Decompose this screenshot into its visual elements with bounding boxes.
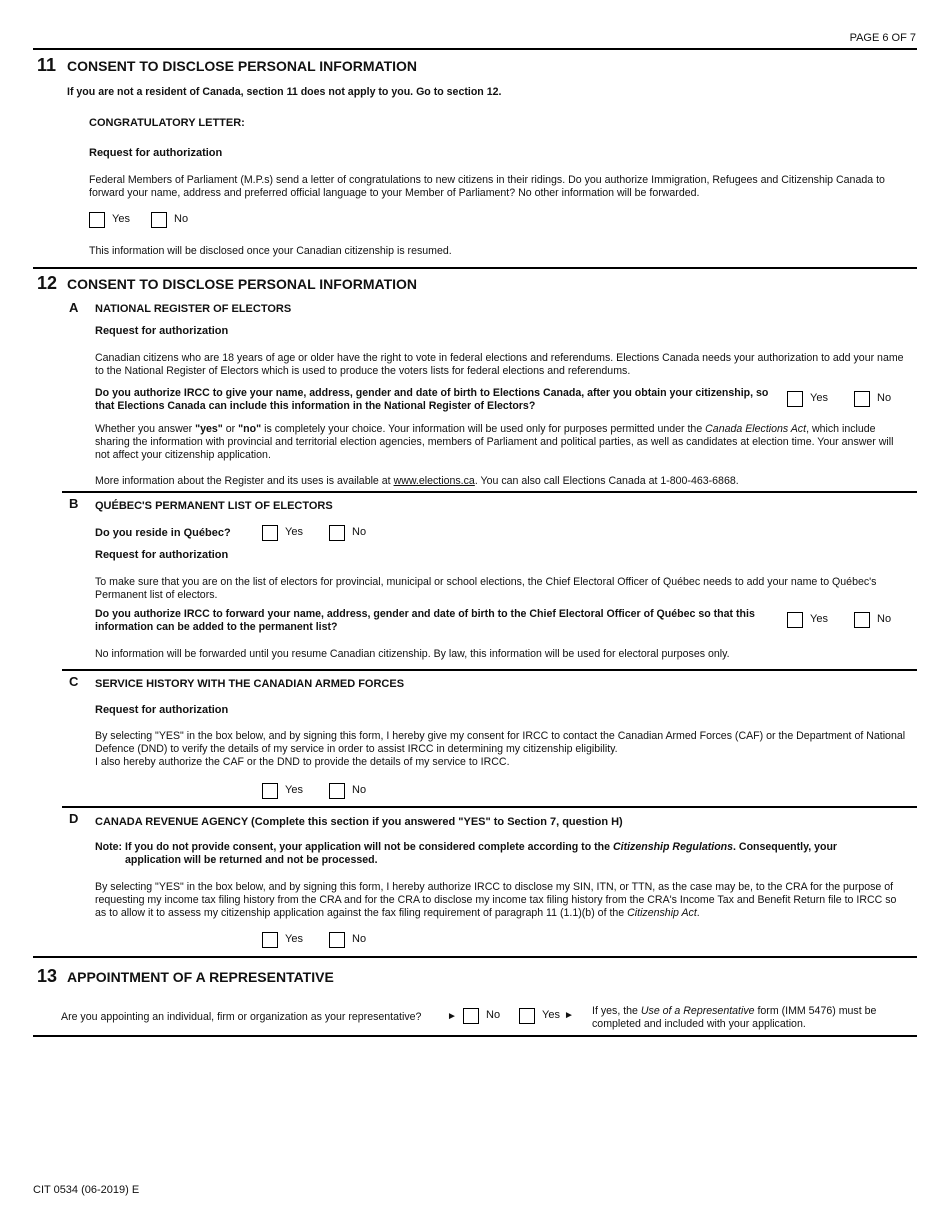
text-span: If yes, the (592, 1005, 641, 1017)
checkbox-box[interactable] (463, 1008, 479, 1024)
text-span: Citizenship Act (627, 907, 697, 919)
subsection-c-title: SERVICE HISTORY WITH THE CANADIAN ARMED FORCES (95, 678, 405, 690)
checkbox-box[interactable] (262, 932, 278, 948)
checkbox-box[interactable] (329, 783, 345, 799)
text-span: , which include sharing the information with provincial and territorial election agencies, members of Parliament and political parties, as well as candidates at election time. Your answer will not affect your citizenship application. (95, 423, 894, 461)
text-span: "yes" (195, 423, 223, 435)
subsection-b-question: Do you authorize IRCC to forward your name, address, gender and date of birth to the Chief Electoral Officer of Québec so that this information can be added to the permanent list? (95, 608, 755, 633)
text-span: . Consequently, your application will be returned and not be processed. (125, 841, 838, 866)
text-span: Use of a Representative (640, 1005, 755, 1017)
checkbox-box[interactable] (151, 212, 167, 228)
checkbox-box[interactable] (262, 525, 278, 541)
form-code: CIT 0534 (06-2019) E (33, 1184, 140, 1196)
page-label: PAGE 6 OF 7 (849, 32, 916, 44)
section-12-number: 12 (37, 273, 58, 293)
subsection-c-letter: C (69, 674, 79, 689)
section-11-title: CONSENT TO DISCLOSE PERSONAL INFORMATION (67, 58, 418, 74)
subsection-a-request: Request for authorization (95, 325, 229, 337)
subsection-b-letter: B (69, 496, 79, 511)
subsection-a-body: Canadian citizens who are 18 years of age or older have the right to vote in federal elections and referendums. Elections Canada needs your authorization to add your name to the National Register of Electors which is used to produce the voters lists for federal elections and referendums. (95, 352, 904, 377)
subsection-b-no-checkbox[interactable] (854, 612, 891, 628)
checkbox-label: No (174, 213, 189, 226)
checkbox-box[interactable] (854, 612, 870, 628)
text-span: Canada Elections Act (705, 423, 807, 435)
checkbox-box[interactable] (89, 212, 105, 228)
subsection-a-more-info (95, 475, 739, 488)
subsection-a-no-checkbox[interactable] (854, 391, 891, 407)
checkbox-box[interactable] (787, 612, 803, 628)
checkbox-box[interactable] (787, 391, 803, 407)
subsection-a-whether (95, 423, 907, 462)
section-12-title: CONSENT TO DISCLOSE PERSONAL INFORMATION (67, 276, 418, 292)
checkbox-box[interactable] (329, 932, 345, 948)
section-13-title: APPOINTMENT OF A REPRESENTATIVE (67, 969, 334, 985)
subsection-b-note: No information will be forwarded until you resume Canadian citizenship. By law, this information will be used for electoral purposes only. (95, 648, 730, 660)
checkbox-label: No (352, 526, 367, 539)
checkbox-label: No (352, 784, 367, 797)
text-span: or (222, 423, 239, 435)
checkbox-label: Yes (112, 213, 130, 226)
section-11-number: 11 (37, 55, 57, 75)
section-11-yes-checkbox[interactable] (89, 212, 130, 228)
checkbox-box[interactable] (262, 783, 278, 799)
text-span: More information about the Register and its uses is available at (95, 475, 394, 487)
section-11-request: Request for authorization (89, 147, 223, 159)
divider (33, 48, 917, 50)
section-11-no-checkbox[interactable] (151, 212, 188, 228)
text-span: is completely your choice. Your information will be used only for purposes permitted under the (261, 423, 706, 435)
checkbox-box[interactable] (329, 525, 345, 541)
text-span: Note: If you do not provide consent, your application will not be considered complete according to the (95, 841, 613, 853)
text-span: form (IMM 5476) must be completed and included with your application. (592, 1005, 877, 1030)
checkbox-label: Yes (285, 784, 303, 797)
text-span: "no" (238, 423, 262, 435)
checkbox-label: No (877, 392, 892, 405)
arrow-icon: ► (447, 1011, 457, 1022)
subsection-d-note (95, 841, 875, 867)
reside-quebec-no-checkbox[interactable] (329, 525, 366, 541)
subsection-b-body: To make sure that you are on the list of electors for provincial, municipal or school elections, the Chief Electoral Officer of Québec needs to add your name to Québec's Permanent list of electors. (95, 576, 877, 601)
checkbox-box[interactable] (519, 1008, 535, 1024)
text-line: By selecting "YES" in the box below, and by signing this form, I hereby give my consent for IRCC to contact the Canadian Armed Forces (CAF) or the Department of National Defence (DND) to verify the details of my service in order to assist IRCC in determining my citizenship eligibility. (95, 730, 906, 755)
divider (62, 806, 917, 808)
congratulatory-letter-heading: CONGRATULATORY LETTER: (89, 117, 245, 129)
text-span: . (696, 907, 700, 919)
checkbox-label: Yes (810, 392, 828, 405)
representative-question: Are you appointing an individual, firm or organization as your representative? (61, 1011, 422, 1023)
subsection-d-no-checkbox[interactable] (329, 932, 366, 948)
subsection-a-yes-checkbox[interactable] (787, 391, 828, 407)
subsection-a-letter: A (69, 300, 79, 315)
subsection-b-title: QUÉBEC'S PERMANENT LIST OF ELECTORS (95, 500, 333, 512)
arrow-icon: ► (563, 1009, 574, 1021)
text-line: I also hereby authorize the CAF or the DND to provide the details of my service to IRCC. (95, 756, 510, 768)
text-span: Whether you answer (95, 423, 196, 435)
divider (33, 1035, 917, 1037)
representative-yes-checkbox[interactable] (519, 1008, 574, 1024)
representative-no-checkbox[interactable] (463, 1008, 500, 1024)
checkbox-label: No (352, 933, 367, 946)
checkbox-label: No (486, 1009, 501, 1022)
reside-quebec-yes-checkbox[interactable] (262, 525, 303, 541)
subsection-c-request: Request for authorization (95, 704, 229, 716)
subsection-d-yes-checkbox[interactable] (262, 932, 303, 948)
divider (33, 956, 917, 958)
subsection-d-letter: D (69, 811, 79, 826)
section-11-note: If you are not a resident of Canada, section 11 does not apply to you. Go to section 12. (67, 86, 502, 98)
reside-quebec-question: Do you reside in Québec? (95, 527, 231, 539)
text-span: By selecting "YES" in the box below, and by signing this form, I hereby authorize IRCC to disclose my SIN, ITN, or TTN, as the case may be, to the CRA for the purpose of requesting my income tax filing history from the CRA and for the CRA to disclose my income tax filing history from the CRA's Income Tax and Benefit Return file to IRCC so as to allow it to assess my citizenship application against the fax filing requirement of paragraph 11 (1.1)(b) of the (95, 881, 897, 919)
checkbox-label: No (877, 613, 892, 626)
checkbox-label: Yes (285, 526, 303, 539)
subsection-a-question: Do you authorize IRCC to give your name, address, gender and date of birth to Elections Canada, after you obtain your citizenship, so that Elections Canada can include this information in the National Register of Electors? (95, 387, 769, 412)
subsection-b-request: Request for authorization (95, 549, 229, 561)
text-span: . You can also call Elections Canada at 1-800-463-6868. (474, 475, 739, 487)
subsection-d-title: CANADA REVENUE AGENCY (Complete this section if you answered "YES" to Section 7, question H) (95, 816, 623, 828)
section-11-disclosed: This information will be disclosed once your Canadian citizenship is resumed. (89, 245, 452, 257)
subsection-a-title: NATIONAL REGISTER OF ELECTORS (95, 303, 292, 315)
representative-if-yes (592, 1005, 892, 1031)
subsection-c-no-checkbox[interactable] (329, 783, 366, 799)
subsection-d-body (95, 881, 907, 920)
section-11-body: Federal Members of Parliament (M.P.s) send a letter of congratulations to new citizens in their ridings. Do you authorize Immigration, Refugees and Citizenship Canada to forward your name, address and preferred official language to your Member of Parliament? No other information will be forwarded. (89, 174, 885, 199)
subsection-c-yes-checkbox[interactable] (262, 783, 303, 799)
subsection-c-body (95, 730, 907, 769)
checkbox-box[interactable] (854, 391, 870, 407)
elections-link[interactable]: www.elections.ca (393, 475, 475, 487)
checkbox-label: Yes (285, 933, 303, 946)
divider (62, 669, 917, 671)
divider (33, 267, 917, 269)
section-13-number: 13 (37, 966, 58, 986)
divider (62, 491, 917, 493)
text-span: Citizenship Regulations (612, 841, 734, 853)
subsection-b-yes-checkbox[interactable] (787, 612, 828, 628)
checkbox-label: Yes (810, 613, 828, 626)
checkbox-label: Yes (542, 1009, 560, 1022)
